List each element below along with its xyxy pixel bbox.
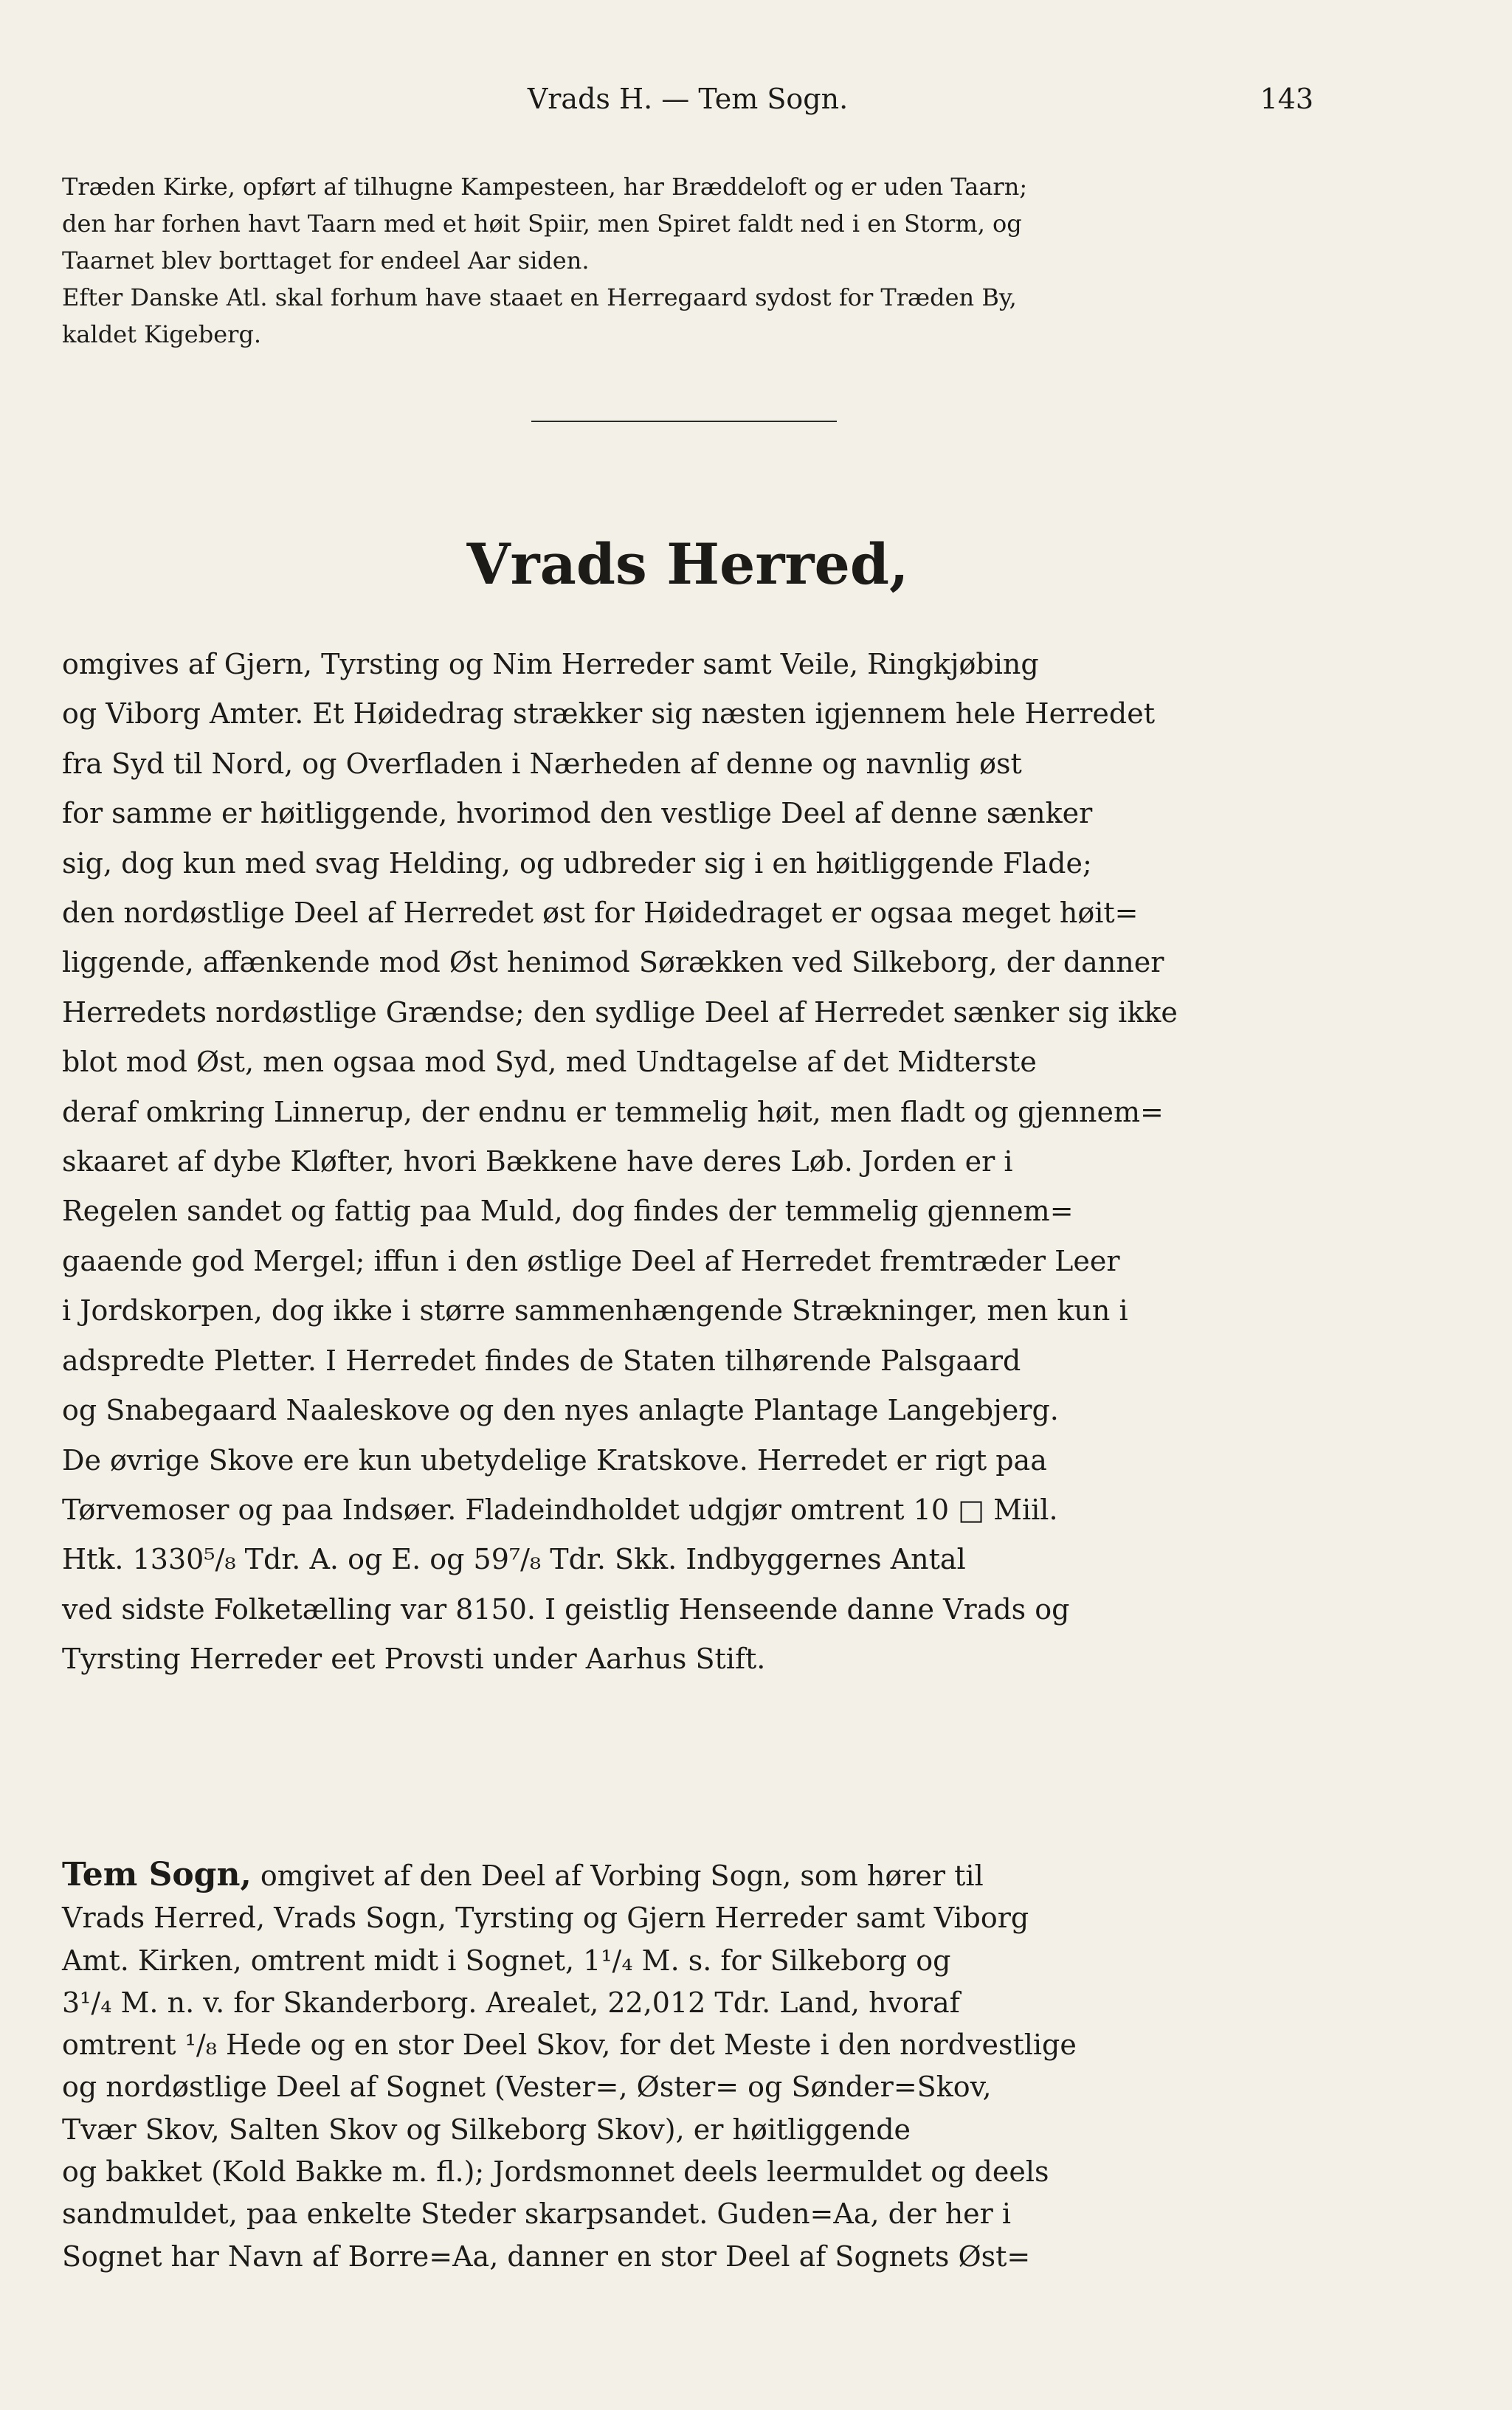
parish-first-line-text: omgivet af den Deel af Vorbing Sogn, som hører til (260, 1860, 984, 1892)
note-line: Træden Kirke, opført af tilhugne Kampesteen, har Bræddeloft og er uden Taarn; (62, 173, 1028, 201)
body-line: Tyrsting Herreder eet Provsti under Aarhus Stift. (62, 1643, 766, 1676)
body-line: gaaende god Mergel; iffun i den østlige Deel af Herredet fremtræder Leer (62, 1244, 1120, 1277)
body-line: deraf omkring Linnerup, der endnu er temmelig høit, men fladt og gjennem= (62, 1095, 1164, 1128)
running-head (62, 83, 1313, 127)
parish-first-line (62, 1854, 1313, 1897)
parish-line: sandmuldet, paa enkelte Steder skarpsandet. Guden=Aa, der her i (62, 2197, 1012, 2231)
parish-line: Vrads Herred, Vrads Sogn, Tyrsting og Gjern Herreder samt Viborg (62, 1902, 1029, 1935)
parish-line: Amt. Kirken, omtrent midt i Sognet, 1¹/₄ M. s. for Silkeborg og (62, 1944, 951, 1977)
note-line: Efter Danske Atl. skal forhum have staaet en Herregaard sydost for Træden By, (62, 283, 1017, 311)
body-line: Tørvemoser og paa Indsøer. Fladeindholdet udgjør omtrent 10 □ Miil. (62, 1493, 1058, 1526)
note-line: kaldet Kigeberg. (62, 320, 262, 348)
body-line: den nordøstlige Deel af Herredet øst for Høidedraget er ogsaa meget høit= (62, 897, 1139, 930)
footnote-block (62, 168, 1313, 353)
parish-line: Sognet har Navn af Borre=Aa, danner en stor Deel af Sognets Øst= (62, 2240, 1031, 2273)
parish-line: Tvær Skov, Salten Skov og Silkeborg Skov), er høitliggende (62, 2113, 911, 2146)
page-number: 143 (1260, 83, 1313, 115)
body-line: i Jordskorpen, dog ikke i større sammenhængende Strækninger, men kun i (62, 1294, 1128, 1327)
body-line: skaaret af dybe Kløfter, hvori Bækkene have deres Løb. Jorden er i (62, 1145, 1013, 1178)
section-heading: Vrads Herred, (466, 531, 909, 597)
parish-line: og bakket (Kold Bakke m. fl.); Jordsmonnet deels leermuldet og deels (62, 2155, 1049, 2189)
body-line: adspredte Pletter. I Herredet findes de Staten tilhørende Palsgaard (62, 1344, 1021, 1377)
body-line: liggende, affænkende mod Øst henimod Sørækken ved Silkeborg, der danner (62, 946, 1164, 979)
parish-entry (62, 1854, 1313, 2278)
body-line: De øvrige Skove ere kun ubetydelige Kratskove. Herredet er rigt paa (62, 1443, 1047, 1477)
body-line: og Snabegaard Naaleskove og den nyes anlagte Plantage Langebjerg. (62, 1394, 1059, 1427)
running-title: Vrads H. — Tem Sogn. (527, 83, 849, 115)
body-line: fra Syd til Nord, og Overfladen i Nærheden af denne og navnlig øst (62, 747, 1022, 780)
body-line: Herredets nordøstlige Grændse; den sydlige Deel af Herredet sænker sig ikke (62, 995, 1178, 1029)
section-body (62, 640, 1313, 1685)
parish-line: og nordøstlige Deel af Sognet (Vester=, Øster= og Sønder=Skov, (62, 2071, 992, 2104)
parish-line: omtrent ¹/₈ Hede og en stor Deel Skov, for det Meste i den nordvestlige (62, 2029, 1077, 2062)
body-line: for samme er høitliggende, hvorimod den vestlige Deel af denne sænker (62, 797, 1093, 830)
body-line: Htk. 1330⁵/₈ Tdr. A. og E. og 59⁷/₈ Tdr. Skk. Indbyggernes Antal (62, 1543, 966, 1576)
body-line: ved sidste Folketælling var 8150. I geistlig Henseende danne Vrads og (62, 1592, 1070, 1626)
body-line: og Viborg Amter. Et Høidedrag strækker sig næsten igjennem hele Herredet (62, 697, 1155, 731)
note-line: den har forhen havt Taarn med et høit Spiir, men Spiret faldt ned i en Storm, og (62, 210, 1022, 238)
body-line: omgives af Gjern, Tyrsting og Nim Herreder samt Veile, Ringkjøbing (62, 648, 1039, 680)
body-line: Regelen sandet og fattig paa Muld, dog findes der temmelig gjennem= (62, 1195, 1074, 1228)
parish-line: 3¹/₄ M. n. v. for Skanderborg. Arealet, 22,012 Tdr. Land, hvoraf (62, 1986, 960, 2019)
body-line: sig, dog kun med svag Helding, og udbreder sig i en høitliggende Flade; (62, 846, 1092, 880)
body-line: blot mod Øst, men ogsaa mod Syd, med Undtagelse af det Midterste (62, 1046, 1037, 1079)
note-line: Taarnet blev borttaget for endeel Aar siden. (62, 246, 590, 275)
section-divider (531, 421, 837, 422)
parish-name: Tem Sogn, (62, 1856, 252, 1893)
